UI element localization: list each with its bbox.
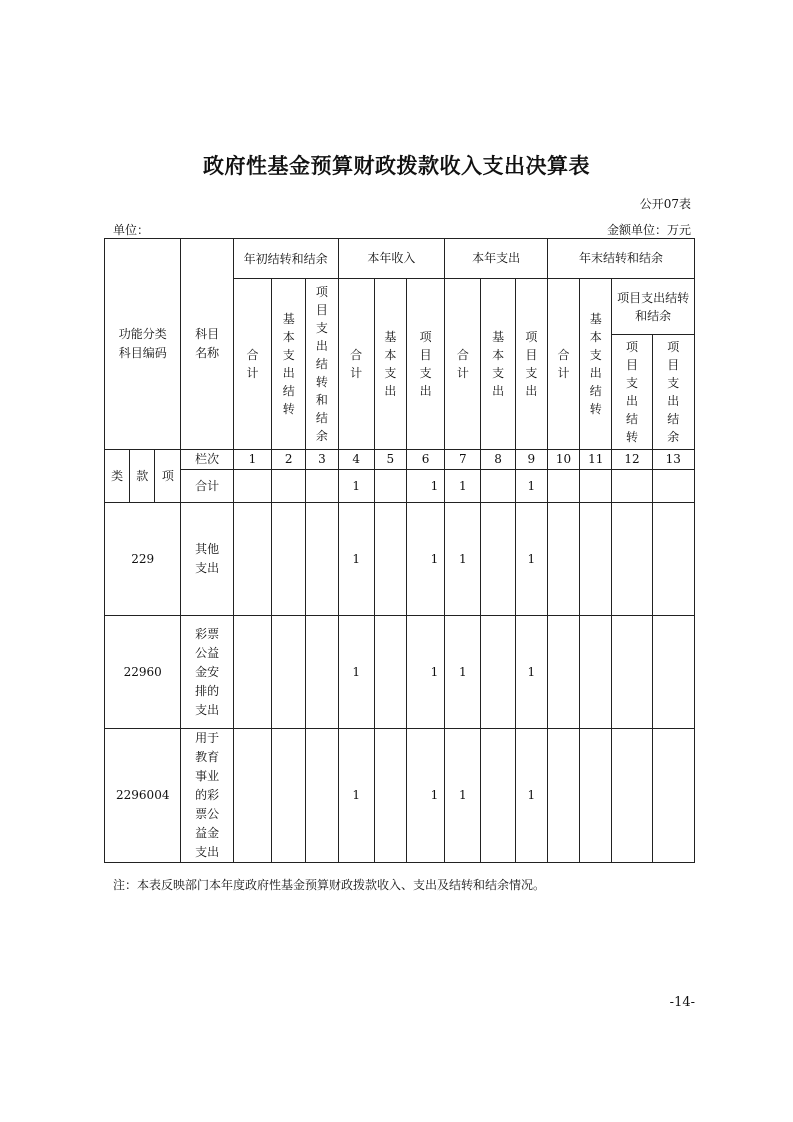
col-number: 9 xyxy=(515,450,547,470)
total-cell: 1 xyxy=(406,470,444,503)
header-current-income: 本年收入 xyxy=(338,239,445,279)
row-cell xyxy=(652,616,694,729)
header-g2-total: 合计 xyxy=(338,279,374,450)
col-number: 8 xyxy=(481,450,515,470)
row-cell: 1 xyxy=(515,503,547,616)
header-code: 功能分类科目编码 xyxy=(105,239,181,450)
total-cell xyxy=(481,470,515,503)
row-cell xyxy=(233,503,271,616)
row-cell: 1 xyxy=(515,616,547,729)
col-number: 10 xyxy=(547,450,579,470)
total-cell xyxy=(272,470,306,503)
row-cell xyxy=(481,729,515,863)
header-g4-basic-carry: 基本支出结转 xyxy=(580,279,612,450)
header-g2-project: 项目支出 xyxy=(406,279,444,450)
header-g1-total: 合计 xyxy=(233,279,271,450)
row-cell xyxy=(612,729,652,863)
header-g4-total: 合计 xyxy=(547,279,579,450)
total-cell: 1 xyxy=(445,470,481,503)
col-number: 4 xyxy=(338,450,374,470)
col-number: 5 xyxy=(374,450,406,470)
row-cell xyxy=(233,729,271,863)
row-cell xyxy=(272,729,306,863)
budget-table xyxy=(104,238,695,863)
row-cell xyxy=(652,729,694,863)
total-cell xyxy=(374,470,406,503)
header-g1-basic-carry: 基本支出结转 xyxy=(272,279,306,450)
row-cell xyxy=(580,729,612,863)
header-g3-basic: 基本支出 xyxy=(481,279,515,450)
total-cell xyxy=(306,470,338,503)
row-cell: 1 xyxy=(338,503,374,616)
total-row-label: 合计 xyxy=(181,470,233,503)
row-cell: 1 xyxy=(445,503,481,616)
total-cell xyxy=(580,470,612,503)
total-cell xyxy=(612,470,652,503)
row-cell xyxy=(481,616,515,729)
header-opening-balance: 年初结转和结余 xyxy=(233,239,338,279)
table-row xyxy=(105,503,695,616)
header-g2-basic: 基本支出 xyxy=(374,279,406,450)
header-name: 科目名称 xyxy=(181,239,233,450)
row-cell xyxy=(272,616,306,729)
row-name: 其他支出 xyxy=(181,503,233,616)
row-name: 彩票公益金安排的支出 xyxy=(181,616,233,729)
row-cell xyxy=(547,729,579,863)
header-current-expense: 本年支出 xyxy=(445,239,548,279)
page-number: -14- xyxy=(669,995,695,1010)
col-number: 6 xyxy=(406,450,444,470)
row-cell xyxy=(547,616,579,729)
total-cell xyxy=(233,470,271,503)
row-cell xyxy=(272,503,306,616)
col-number: 2 xyxy=(272,450,306,470)
header-g3-project: 项目支出 xyxy=(515,279,547,450)
row-cell xyxy=(612,616,652,729)
total-cell xyxy=(652,470,694,503)
row-cell xyxy=(481,503,515,616)
form-number: 公开07表 xyxy=(639,197,691,211)
total-cell xyxy=(547,470,579,503)
header-g4-project-balance: 项目支出结余 xyxy=(652,335,694,450)
row-cell xyxy=(580,503,612,616)
row-cell xyxy=(652,503,694,616)
col-number: 12 xyxy=(612,450,652,470)
row-code: 2296004 xyxy=(105,729,181,863)
row-cell xyxy=(580,616,612,729)
row-cell xyxy=(306,729,338,863)
row-cell: 1 xyxy=(406,616,444,729)
footnote: 注：本表反映部门本年度政府性基金预算财政拨款收入、支出及结转和结余情况。 xyxy=(113,878,546,892)
row-cell: 1 xyxy=(445,616,481,729)
row-cell: 1 xyxy=(515,729,547,863)
table-row xyxy=(105,616,695,729)
col-number: 7 xyxy=(445,450,481,470)
row-cell: 1 xyxy=(338,616,374,729)
row-cell xyxy=(374,616,406,729)
row-cell: 1 xyxy=(406,729,444,863)
header-lanci: 栏次 xyxy=(181,450,233,470)
currency-unit-label: 金额单位：万元 xyxy=(606,223,691,237)
row-cell xyxy=(374,503,406,616)
row-cell xyxy=(306,503,338,616)
header-g1-project-carry: 项目支出结转和结余 xyxy=(306,279,338,450)
row-cell: 1 xyxy=(445,729,481,863)
header-g4-project-carry: 项目支出结转 xyxy=(612,335,652,450)
total-cell: 1 xyxy=(515,470,547,503)
total-cell: 1 xyxy=(338,470,374,503)
col-number: 11 xyxy=(580,450,612,470)
row-cell: 1 xyxy=(406,503,444,616)
row-code: 229 xyxy=(105,503,181,616)
row-code: 22960 xyxy=(105,616,181,729)
row-cell xyxy=(374,729,406,863)
unit-label: 单位： xyxy=(113,223,150,237)
row-cell xyxy=(612,503,652,616)
row-cell xyxy=(306,616,338,729)
col-number: 13 xyxy=(652,450,694,470)
total-row xyxy=(105,470,695,503)
header-kuan: 款 xyxy=(130,450,155,503)
header-lei: 类 xyxy=(105,450,130,503)
table-row xyxy=(105,729,695,863)
header-g3-total: 合计 xyxy=(445,279,481,450)
header-closing-balance: 年末结转和结余 xyxy=(547,239,694,279)
row-cell xyxy=(547,503,579,616)
header-xiang: 项 xyxy=(155,450,181,503)
header-g4-project-sub: 项目支出结转和结余 xyxy=(612,279,695,335)
row-cell: 1 xyxy=(338,729,374,863)
col-number: 3 xyxy=(306,450,338,470)
row-cell xyxy=(233,616,271,729)
row-name: 用于教育事业的彩票公益金支出 xyxy=(181,729,233,863)
col-number: 1 xyxy=(233,450,271,470)
page-title: 政府性基金预算财政拨款收入支出决算表 xyxy=(203,154,590,178)
